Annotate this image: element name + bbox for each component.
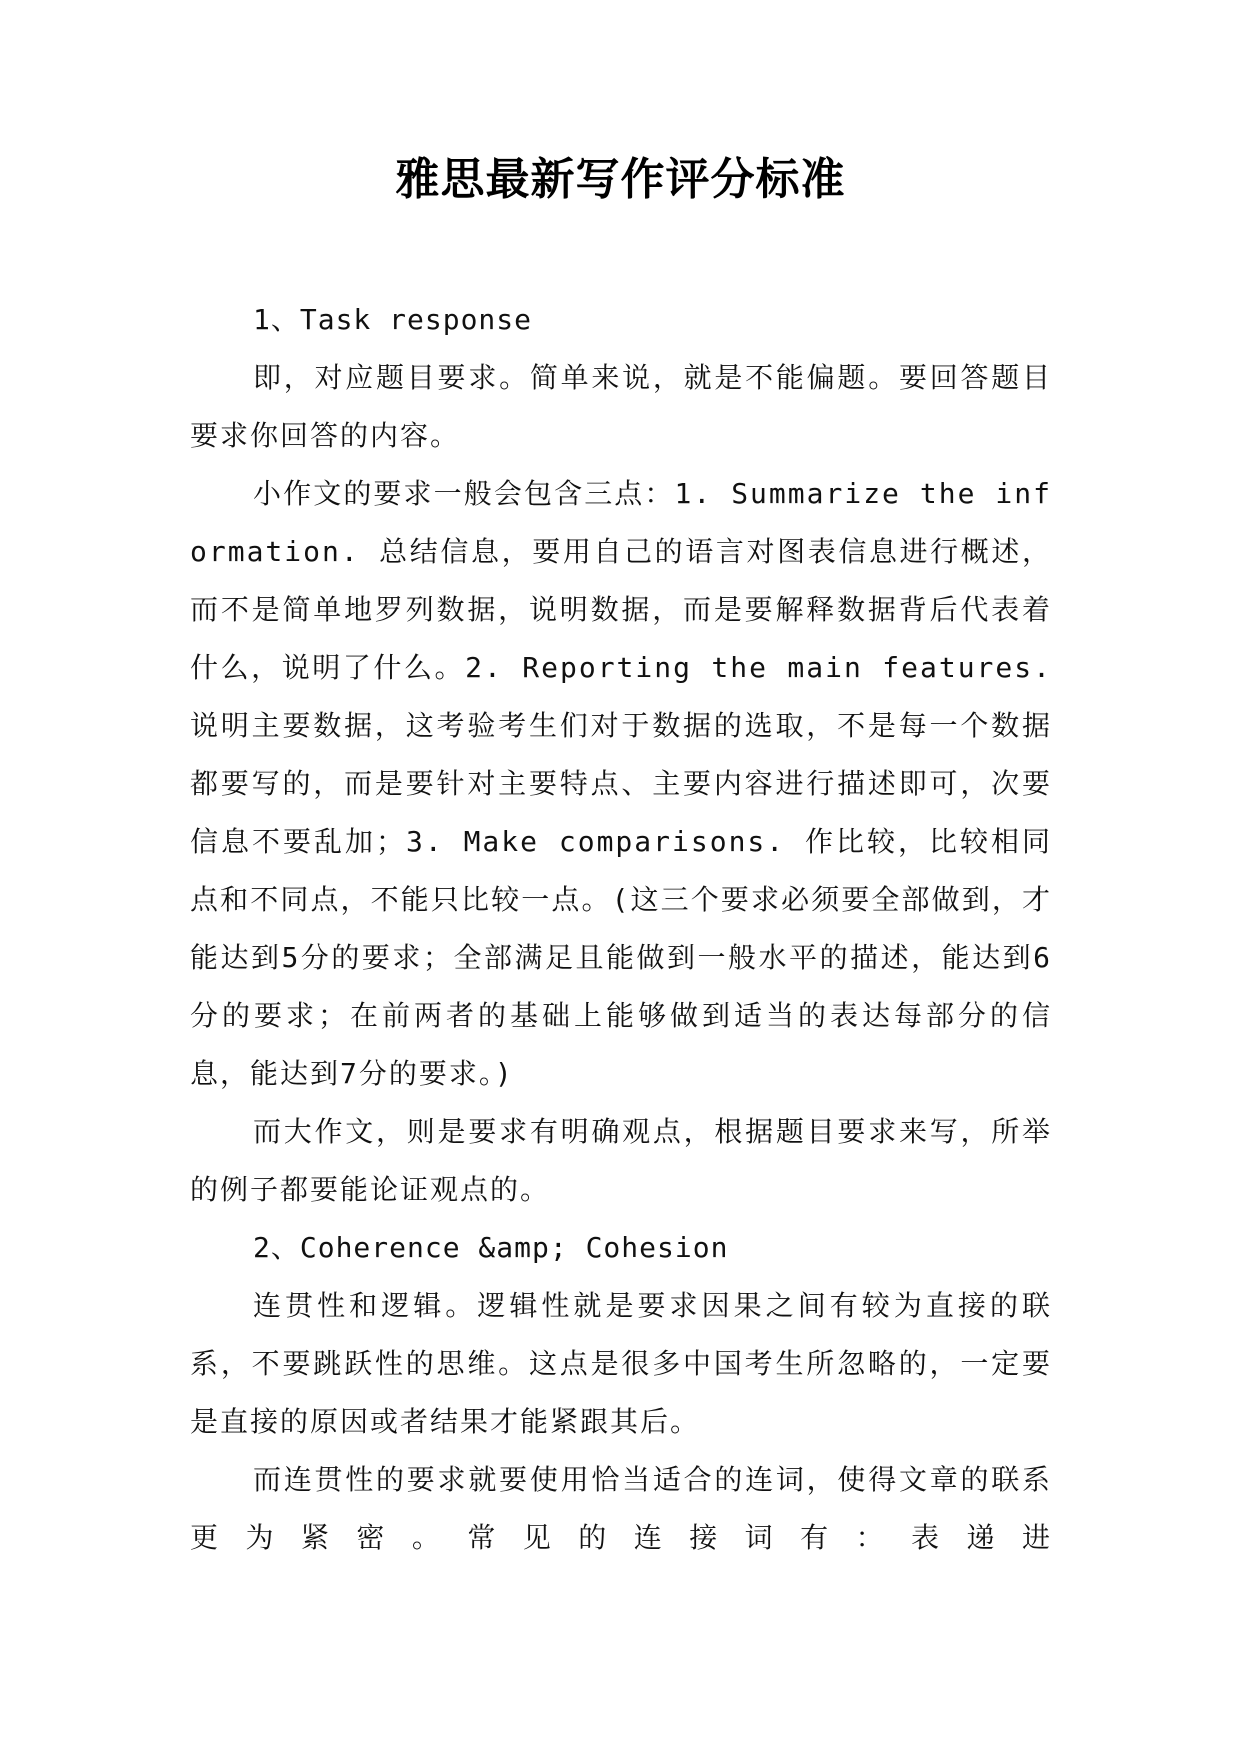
section-2-paragraph-1: 连贯性和逻辑。逻辑性就是要求因果之间有较为直接的联系，不要跳跃性的思维。这点是很多中国考生所忽略的，一定要是直接的原因或者结果才能紧跟其后。 bbox=[190, 1289, 1052, 1438]
document-title: 雅思最新写作评分标准 bbox=[395, 154, 846, 205]
document-body bbox=[190, 291, 1052, 1567]
section-1-paragraph-2: 小作文的要求一般会包含三点：1. Summarize the information. 总结信息，要用自己的语言对图表信息进行概述，而不是简单地罗列数据，说明数据，而是要解释数据背后代表着什么，说明了什么。2. Reporting the main features. 说明主要数据，这考验考生们对于数据的选取，不是每一个数据都要写的，而是要针对主要特点、主要内容进行描述即可，次要信息不要乱加；3. Make comparisons. 作比较，比较相同点和不同点，不能只比较一点。(这三个要求必须要全部做到，才能达到5分的要求；全部满足且能做到一般水平的描述，能达到6分的要求；在前两者的基础上能够做到适当的表达每部分的信息，能达到7分的要求。) bbox=[190, 477, 1052, 1090]
section-2-paragraph-2: 而连贯性的要求就要使用恰当适合的连词，使得文章的联系更为紧密。常见的连接词有：表递进 bbox=[190, 1463, 1052, 1554]
section-1-paragraph-1: 即，对应题目要求。简单来说，就是不能偏题。要回答题目要求你回答的内容。 bbox=[190, 361, 1052, 452]
section-1-heading: 1、Task response bbox=[253, 303, 533, 336]
section-2-heading: 2、Coherence &amp; Cohesion bbox=[253, 1231, 729, 1264]
section-1-paragraph-3: 而大作文，则是要求有明确观点，根据题目要求来写，所举的例子都要能论证观点的。 bbox=[190, 1115, 1052, 1206]
